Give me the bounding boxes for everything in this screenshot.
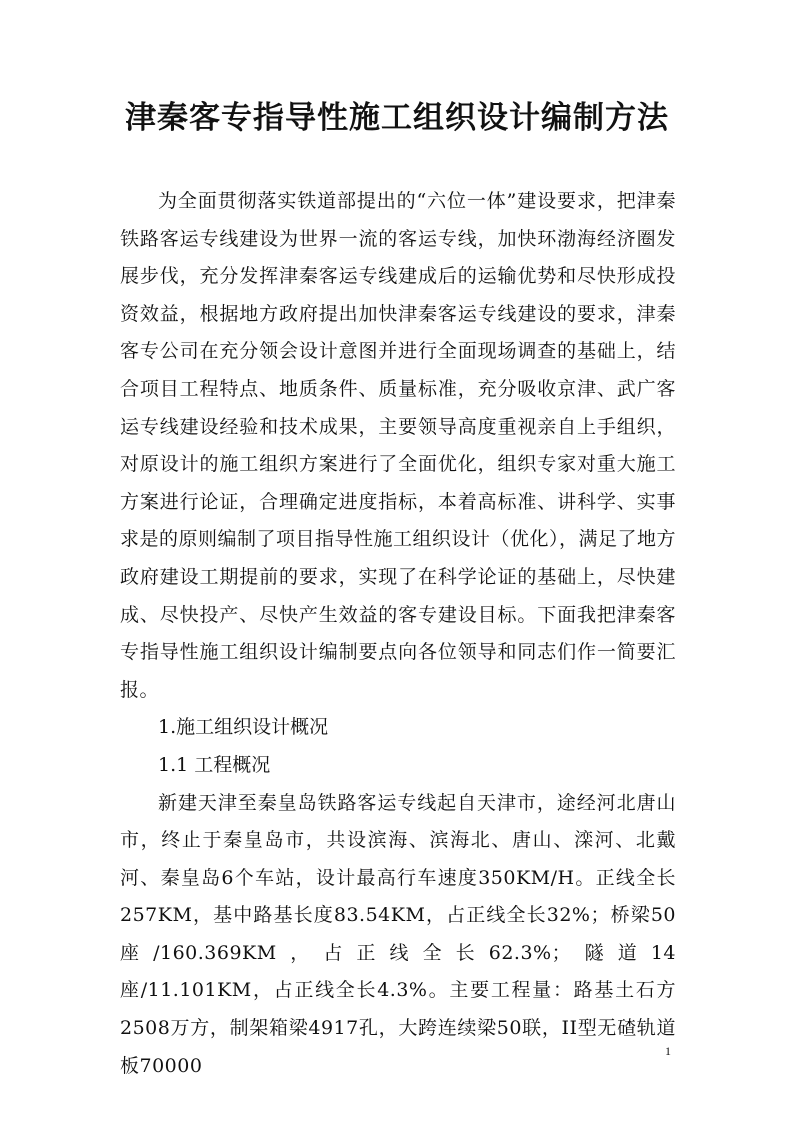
intro-paragraph: 为全面贯彻落实铁道部提出的“六位一体”建设要求，把津秦铁路客运专线建设为世界一流的客运专线，加快环渤海经济圈发展步伐，充分发挥津秦客运专线建成后的运输优势和尽快形成投资效益，根据地方政府提出加快津秦客运专线建设的要求，津秦客专公司在充分领会设计意图并进行全面现场调查的基础上，结合项目工程特点、地质条件、质量标准，充分吸收京津、武广客运专线建设经验和技术成果，主要领导高度重视亲自上手组织，对原设计的施工组织方案进行了全面优化，组织专家对重大施工方案进行论证，合理确定进度指标，本着高标准、讲科学、实事求是的原则编制了项目指导性施工组织设计（优化），满足了地方政府建设工期提前的要求，实现了在科学论证的基础上，尽快建成、尽快投产、尽快产生效益的客专建设目标。下面我把津秦客专指导性施工组织设计编制要点向各位领导和同志们作一简要汇报。 <box>120 190 677 701</box>
document-title: 津秦客专指导性施工组织设计编制方法 <box>125 100 669 136</box>
subsection-heading: 1.1 工程概况 <box>158 753 271 776</box>
overview-paragraph: 新建天津至秦皇岛铁路客运专线起自天津市，途经河北唐山市，终止于秦皇岛市，共设滨海、滨海北、唐山、滦河、北戴河、秦皇岛6个车站，设计最高行车速度350KM/H。正线全长257KM，基中路基长度83.54KM，占正线全长32%；桥梁50座/160.369KM，占正线全长62.3%；隧道14座/11.101KM，占正线全长4.3%。主要工程量：路基土石方2508万方，制架箱梁4917孔，大跨连续梁50联，II型无碴轨道板70000 <box>120 791 676 1077</box>
section-heading: 1.施工组织设计概况 <box>158 716 329 739</box>
document-body <box>120 183 676 1085</box>
page-number: 1 <box>665 1044 671 1058</box>
